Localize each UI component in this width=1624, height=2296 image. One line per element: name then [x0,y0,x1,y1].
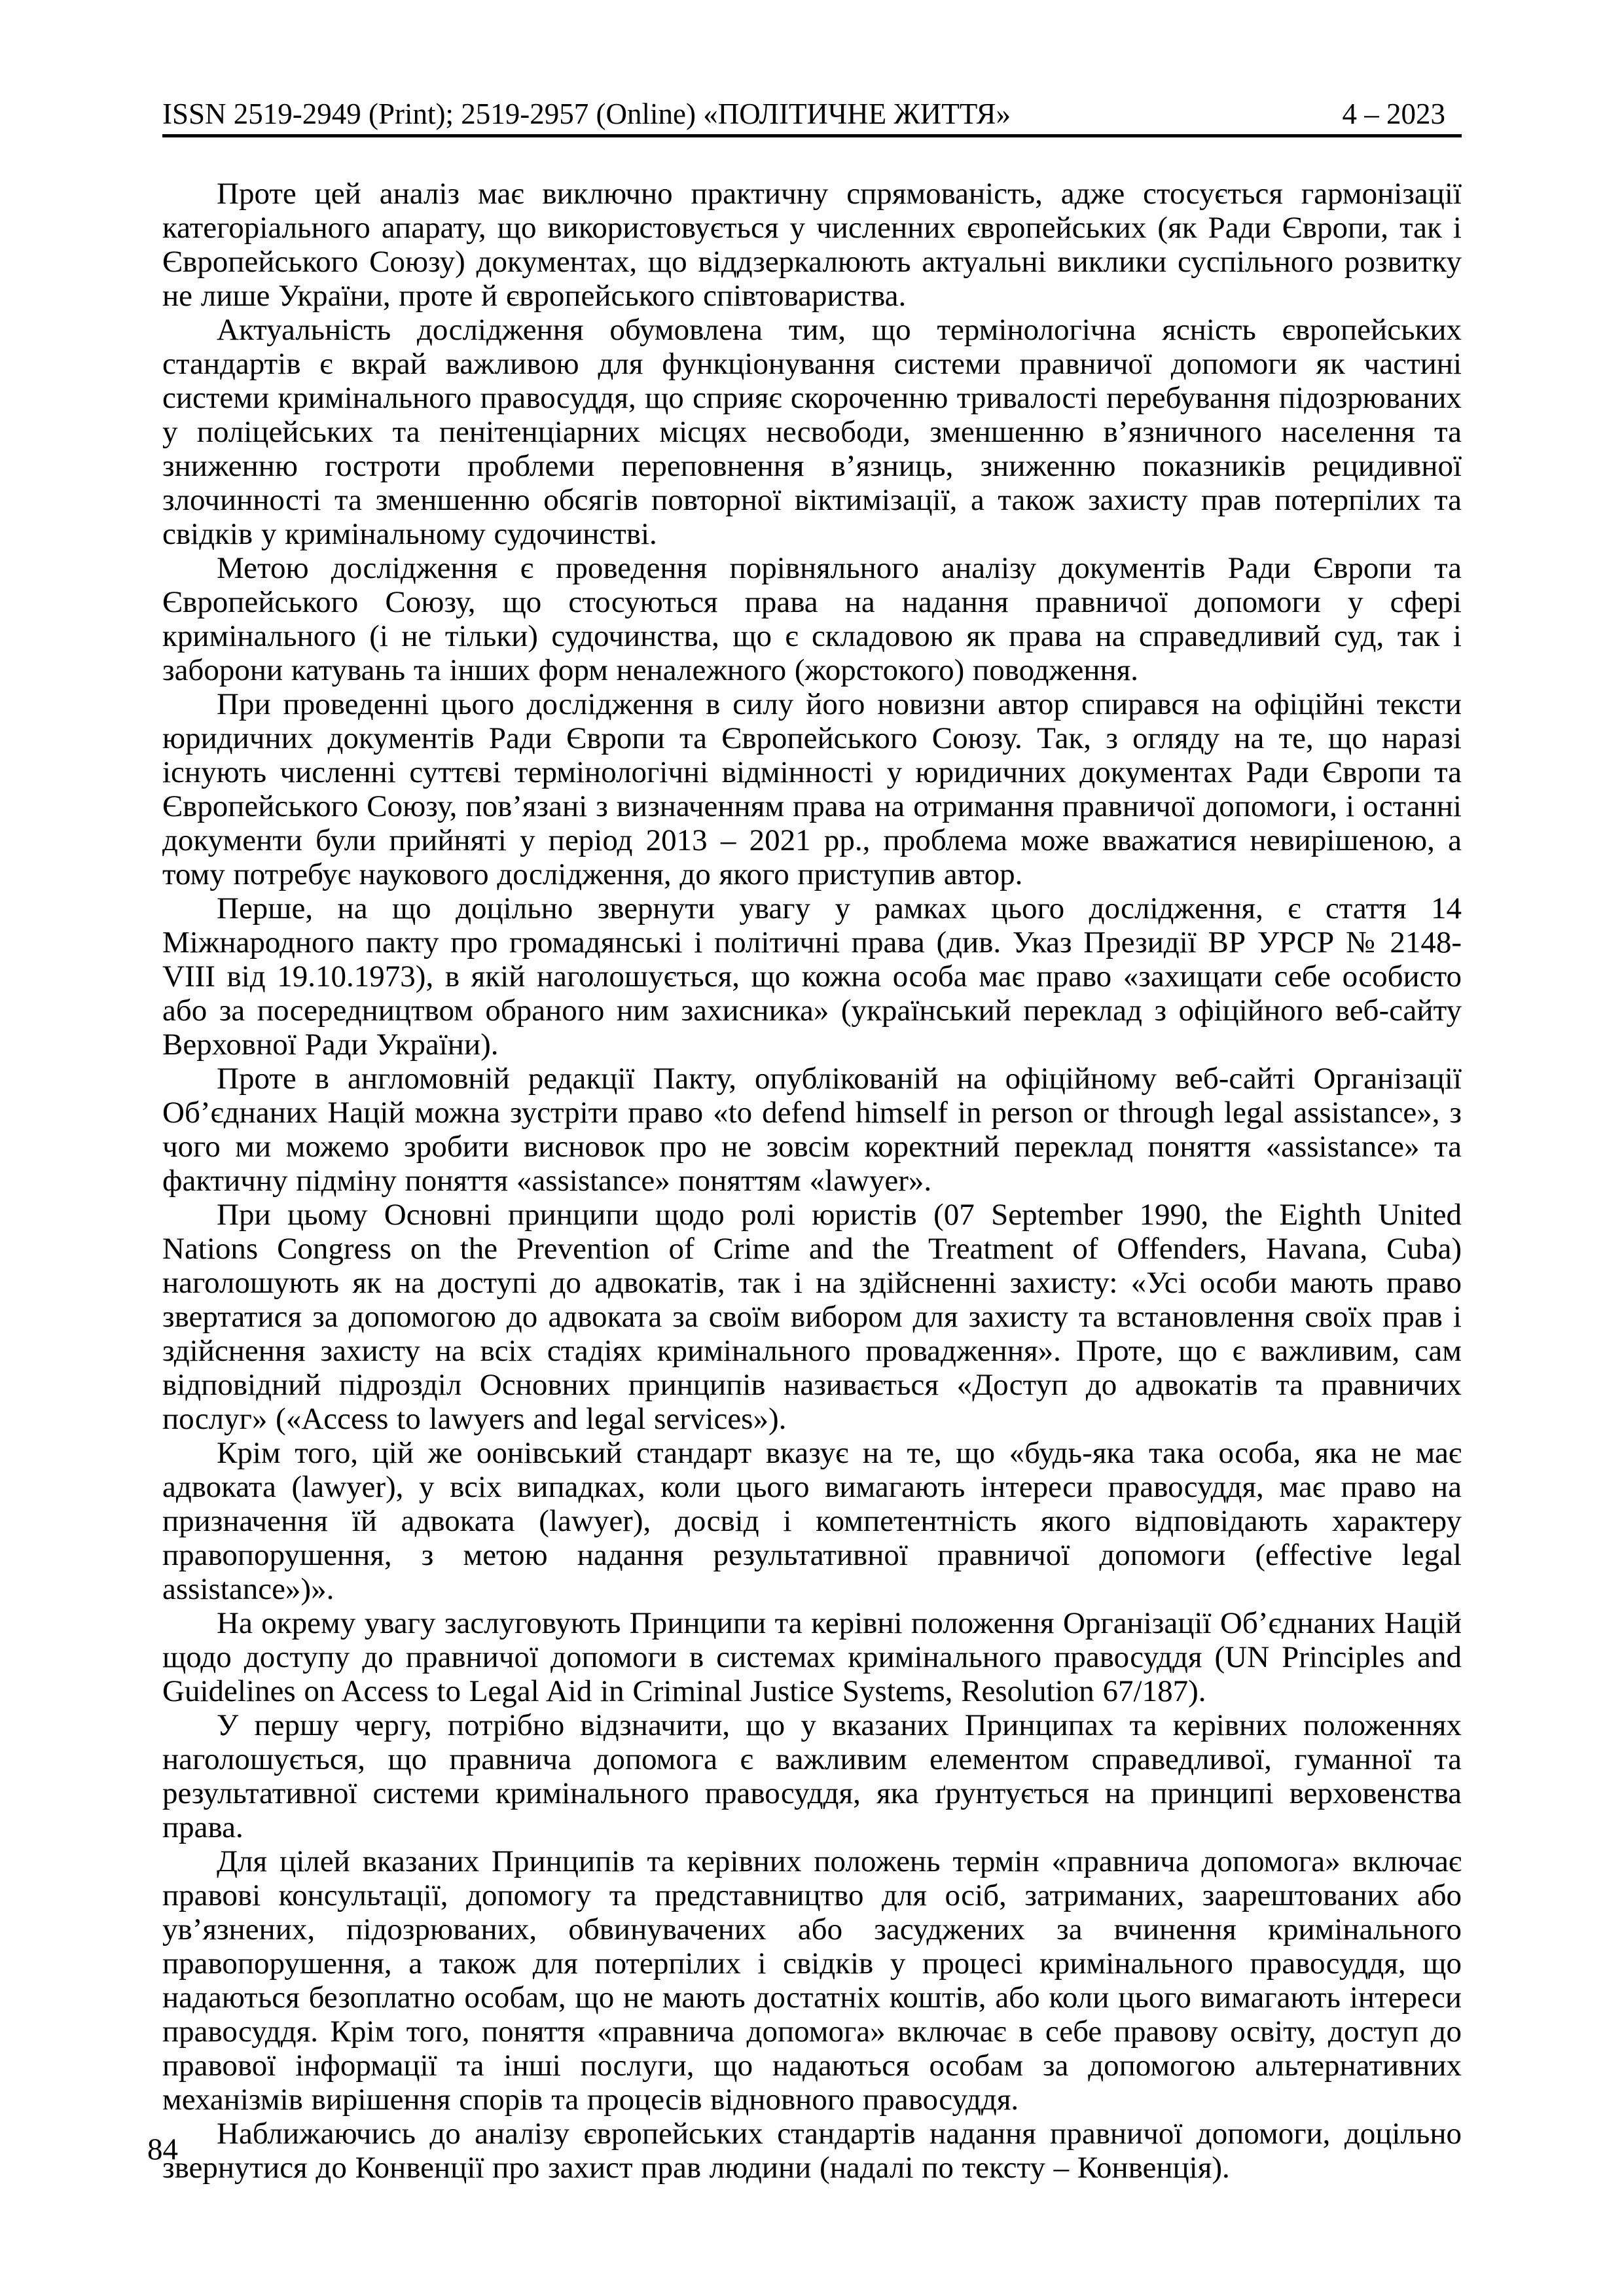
page-number: 84 [147,2132,178,2166]
page-content [162,97,1462,2185]
header-rule [162,134,1462,137]
article-body [162,177,1462,2185]
paragraph: При проведенні цього дослідження в силу його новизни автор спирався на офіційні тексти юридичних документів Ради Європи та Європейського Союзу. Так, з огляду на те, що наразі існують численні суттєві термінологічні відмінності у юридичних документах Ради Європи та Європейського Союзу, пов’язані з визначенням права на отримання правничої допомоги, і останні документи були прийняті у період 2013 – 2021 рр., проблема може вважатися невирішеною, а тому потребує наукового дослідження, до якого приступив автор. [162,687,1462,891]
paragraph: Для цілей вказаних Принципів та керівних положень термін «правнича допомога» включає правові консультації, допомогу та представництво для осіб, затриманих, заарештованих або ув’язнених, підозрюваних, обвинувачених або засуджених за вчинення кримінального правопорушення, а також для потерпілих і свідків у процесі кримінального правосуддя, що надаються безоплатно особам, що не мають достатніх коштів, або коли цього вимагають інтереси правосуддя. Крім того, поняття «правнича допомога» включає в себе правову освіту, доступ до правової інформації та інші послуги, що надаються особам за допомогою альтернативних механізмів вирішення спорів та процесів відновного правосуддя. [162,1844,1462,2117]
paragraph: Крім того, цій же оонівський стандарт вказує на те, що «будь-яка така особа, яка не має адвоката (lawyer), у всіх випадках, коли цього вимагають інтереси правосуддя, має право на призначення їй адвоката (lawyer), досвід і компетентність якого відповідають характеру правопорушення, з метою надання результативної правничої допомоги (effective legal assistance»)». [162,1436,1462,1606]
page-header [162,97,1462,131]
paragraph: Актуальність дослідження обумовлена тим, що термінологічна ясність європейських стандартів є вкрай важливою для функціонування системи правничої допомоги як частині системи кримінального правосуддя, що сприяє скороченню тривалості перебування підозрюваних у поліцейських та пенітенціарних місцях несвободи, зменшенню в’язничного населення та зниженню гостроти проблеми переповнення в’язниць, зниженню показників рецидивної злочинності та зменшенню обсягів повторної віктимізації, а також захисту прав потерпілих та свідків у кримінальному судочинстві. [162,313,1462,551]
paragraph: Перше, на що доцільно звернути увагу у рамках цього дослідження, є стаття 14 Міжнародного пакту про громадянські і політичні права (див. Указ Президії ВР УРСР № 2148-VIII від 19.10.1973), в якій наголошується, що кожна особа має право «захищати себе особисто або за посередництвом обраного ним захисника» (український переклад з офіційного веб-сайту Верховної Ради України). [162,891,1462,1062]
issue-number: 4 – 2023 [1342,98,1445,130]
paragraph: У першу чергу, потрібно відзначити, що у вказаних Принципах та керівних положеннях наголошується, що правнича допомога є важливим елементом справедливої, гуманної та результативної системи кримінального правосуддя, яка ґрунтується на принципі верховенства права. [162,1708,1462,1844]
paragraph: Метою дослідження є проведення порівняльного аналізу документів Ради Європи та Європейського Союзу, що стосуються права на надання правничої допомоги у сфері кримінального (і не тільки) судочинства, що є складовою як права на справедливий суд, так і заборони катувань та інших форм неналежного (жорстокого) поводження. [162,551,1462,687]
journal-issn-title: ISSN 2519-2949 (Print); 2519-2957 (Online) «ПОЛІТИЧНЕ ЖИТТЯ» [162,98,1011,130]
paragraph: Проте в англомовній редакції Пакту, опублікованій на офіційному веб-сайті Організації Об’єднаних Націй можна зустріти право «to defend himself in person or through legal assistance», з чого ми можемо зробити висновок про не зовсім коректний переклад поняття «assistance» та фактичну підміну поняття «assistance» поняттям «lawyer». [162,1062,1462,1198]
paragraph: Проте цей аналіз має виключно практичну спрямованість, адже стосується гармонізації категоріального апарату, що використовується у численних європейських (як Ради Європи, так і Європейського Союзу) документах, що віддзеркалюють актуальні виклики суспільного розвитку не лише України, проте й європейського співтовариства. [162,177,1462,313]
paragraph: На окрему увагу заслуговують Принципи та керівні положення Організації Об’єднаних Націй щодо доступу до правничої допомоги в системах кримінального правосуддя (UN Principles and Guidelines on Access to Legal Aid in Criminal Justice Systems, Resolution 67/187). [162,1606,1462,1708]
paragraph: Наближаючись до аналізу європейських стандартів надання правничої допомоги, доцільно звернутися до Конвенції про захист прав людини (надалі по тексту – Конвенція). [162,2117,1462,2185]
paragraph: При цьому Основні принципи щодо ролі юристів (07 September 1990, the Eighth United Nations Congress on the Prevention of Crime and the Treatment of Offenders, Havana, Cuba) наголошують як на доступі до адвокатів, так і на здійсненні захисту: «Усі особи мають право звертатися за допомогою до адвоката за своїм вибором для захисту та встановлення своїх прав і здійснення захисту на всіх стадіях кримінального провадження». Проте, що є важливим, сам відповідний підрозділ Основних принципів називається «Доступ до адвокатів та правничих послуг» («Access to lawyers and legal services»). [162,1198,1462,1436]
